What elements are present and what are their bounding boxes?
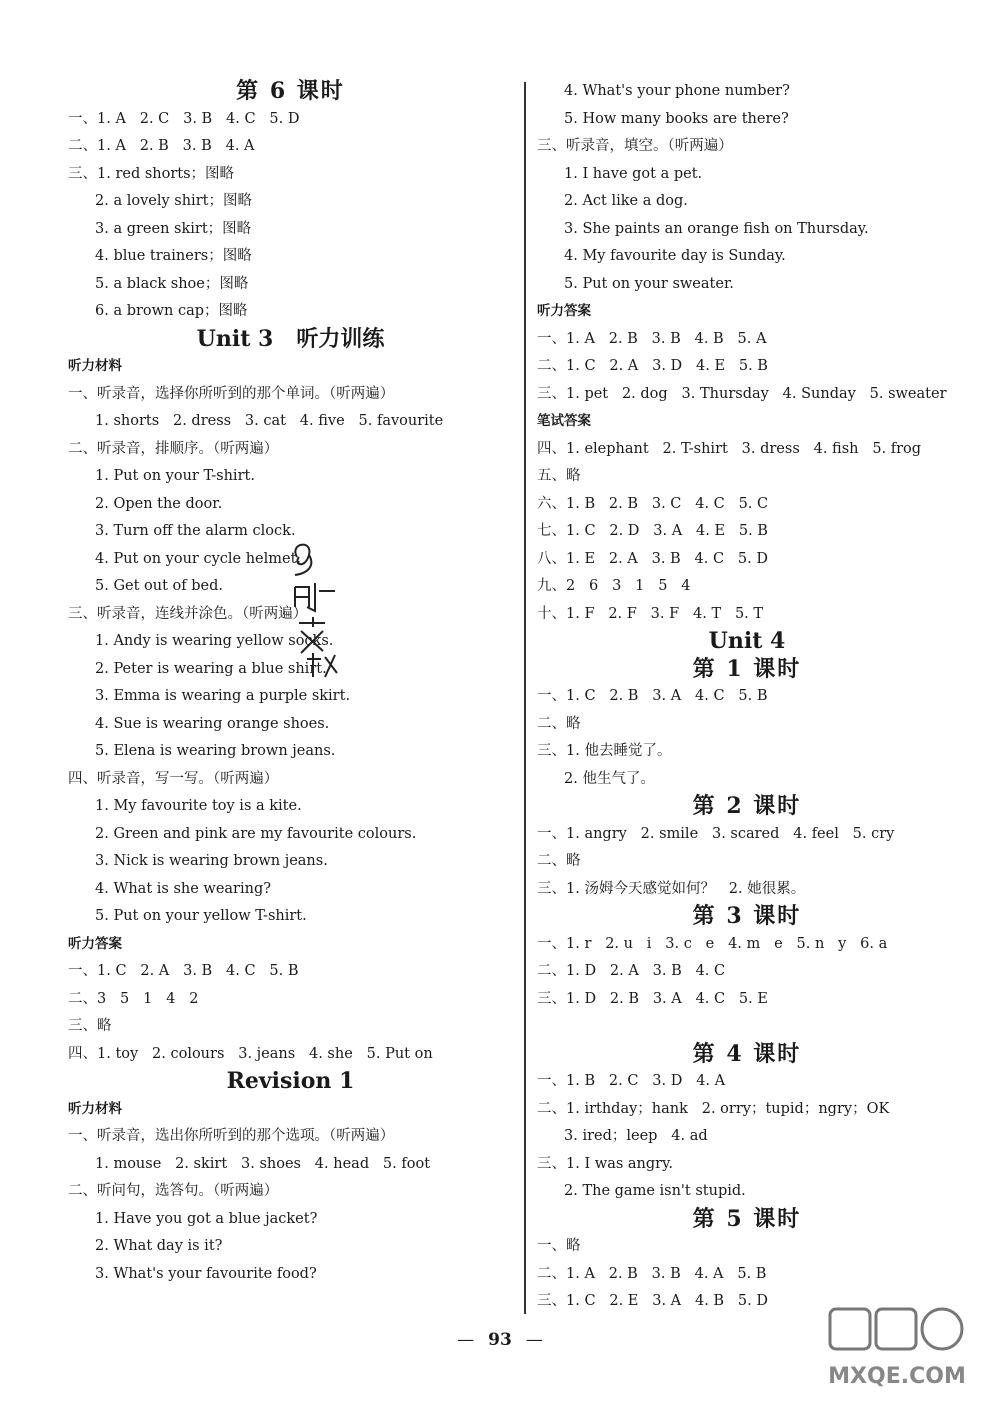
answer-line: 1. Andy is wearing yellow socks. bbox=[95, 633, 334, 649]
answer-line: 5. How many books are there? bbox=[564, 110, 789, 127]
answer-line: 三、1. red shorts；图略 bbox=[68, 165, 235, 182]
right-column bbox=[537, 78, 957, 1316]
section-title: 第 5 课时 bbox=[692, 1205, 802, 1232]
answer-line: 二、1. D 2. A 3. B 4. C bbox=[537, 963, 726, 979]
answer-line: 2. a lovely shirt；图略 bbox=[95, 193, 252, 209]
answer-line: 1. My favourite toy is a kite. bbox=[95, 798, 302, 814]
answer-line: 2. Act like a dog. bbox=[564, 193, 688, 209]
answer-line: 三、听录音，连线并涂色。（听两遍） bbox=[68, 605, 308, 622]
answer-line: 四、1. elephant 2. T-shirt 3. dress 4. fish 5. frog bbox=[537, 440, 922, 457]
answer-line: 二、1. irthday；hank 2. orry；tupid；ngry；OK bbox=[537, 1100, 890, 1117]
answer-line: 三、1. 汤姆今天感觉如何？ 2. 她很累。 bbox=[537, 880, 806, 897]
answer-line: 二、3 5 1 4 2 bbox=[68, 990, 199, 1007]
answer-line: 一、听录音，选择你所听到的那个单词。（听两遍） bbox=[68, 385, 395, 402]
answer-line: 3. Nick is wearing brown jeans. bbox=[95, 853, 328, 869]
answer-line: 5. Put on your sweater. bbox=[564, 275, 734, 292]
answer-line: 一、听录音，选出你所听到的那个选项。（听两遍） bbox=[68, 1128, 395, 1144]
section-title: 第 2 课时 bbox=[692, 793, 802, 819]
handwritten-scribble bbox=[285, 535, 355, 685]
answer-line: 八、1. E 2. A 3. B 4. C 5. D bbox=[537, 550, 768, 567]
answer-line: 4. Sue is wearing orange shoes. bbox=[95, 715, 330, 732]
answer-line: 3. She paints an orange fish on Thursday. bbox=[564, 220, 869, 237]
subsection-label: 听力答案 bbox=[537, 303, 591, 319]
answer-line: 2. Peter is wearing a blue shirt. bbox=[95, 660, 327, 677]
answer-line: 4. What's your phone number? bbox=[564, 83, 790, 99]
subsection-label: 听力答案 bbox=[68, 935, 122, 952]
section-title: Unit 4 bbox=[708, 628, 786, 654]
subsection-label: 听力材料 bbox=[68, 358, 122, 374]
page-dash-left: — bbox=[457, 1330, 475, 1350]
subsection-label: 听力材料 bbox=[68, 1100, 122, 1117]
answer-line: 一、1. angry 2. smile 3. scared 4. feel 5. cry bbox=[537, 825, 895, 842]
answer-line: 4. blue trainers；图略 bbox=[95, 248, 252, 264]
answer-line: 3. Turn off the alarm clock. bbox=[95, 523, 296, 539]
watermark-logo bbox=[808, 1305, 986, 1395]
answer-line: 4. My favourite day is Sunday. bbox=[564, 248, 786, 264]
answer-line: 2. Green and pink are my favourite colours. bbox=[95, 825, 417, 842]
answer-line: 6. a brown cap；图略 bbox=[95, 303, 248, 319]
answer-line: 一、1. C 2. A 3. B 4. C 5. B bbox=[68, 963, 299, 979]
page-number-text: 93 bbox=[488, 1330, 512, 1350]
answer-line: 一、略 bbox=[537, 1238, 581, 1254]
answer-line bbox=[537, 1013, 957, 1041]
answer-line: 2. The game isn't stupid. bbox=[564, 1183, 746, 1199]
answer-line: 1. Have you got a blue jacket? bbox=[95, 1210, 318, 1227]
answer-line: 1. Put on your T-shirt. bbox=[95, 468, 255, 484]
answer-line: 3. a green skirt；图略 bbox=[95, 220, 252, 237]
answer-line: 3. ired；leep 4. ad bbox=[564, 1128, 708, 1144]
answer-line: 2. 他生气了。 bbox=[564, 770, 655, 787]
answer-line: 5. Get out of bed. bbox=[95, 578, 224, 594]
column-divider bbox=[524, 82, 526, 1314]
answer-line: 一、1. A 2. C 3. B 4. C 5. D bbox=[68, 110, 300, 127]
answer-line: 2. What day is it? bbox=[95, 1238, 223, 1254]
section-title: 第 6 课时 bbox=[236, 78, 345, 104]
answer-line: 三、1. I was angry. bbox=[537, 1155, 673, 1172]
answer-line: 二、1. A 2. B 3. B 4. A bbox=[68, 138, 255, 154]
answer-line: 三、1. pet 2. dog 3. Thursday 4. Sunday 5. sweater bbox=[537, 385, 947, 402]
answer-line: 三、1. C 2. E 3. A 4. B 5. D bbox=[537, 1293, 768, 1309]
answer-line: 3. Emma is wearing a purple skirt. bbox=[95, 688, 351, 704]
answer-line: 三、1. D 2. B 3. A 4. C 5. E bbox=[537, 990, 768, 1007]
section-title: Revision 1 bbox=[226, 1068, 355, 1094]
section-title: 第 1 课时 bbox=[692, 655, 802, 682]
answer-line: 5. Elena is wearing brown jeans. bbox=[95, 743, 336, 759]
answer-line: 十、1. F 2. F 3. F 4. T 5. T bbox=[537, 605, 764, 622]
answer-line: 1. mouse 2. skirt 3. shoes 4. head 5. foot bbox=[95, 1155, 431, 1172]
answer-line: 4. Put on your cycle helmet. bbox=[95, 550, 302, 567]
answer-line: 四、听录音，写一写。（听两遍） bbox=[68, 770, 279, 787]
answer-line: 二、1. A 2. B 3. B 4. A 5. B bbox=[537, 1265, 767, 1282]
answer-line: 三、1. 他去睡觉了。 bbox=[537, 743, 672, 759]
answer-line: 5. Put on your yellow T-shirt. bbox=[95, 908, 307, 924]
answer-line: 1. shorts 2. dress 3. cat 4. five 5. favourite bbox=[95, 413, 444, 429]
answer-line: 二、听问句，选答句。（听两遍） bbox=[68, 1183, 279, 1199]
answer-line: 二、1. C 2. A 3. D 4. E 5. B bbox=[537, 358, 768, 374]
answer-line: 三、略 bbox=[68, 1018, 112, 1034]
watermark-text: MXQE.COM bbox=[828, 1364, 966, 1389]
answer-line: 1. I have got a pet. bbox=[564, 165, 703, 182]
answer-line: 四、1. toy 2. colours 3. jeans 4. she 5. Put on bbox=[68, 1045, 433, 1062]
answer-line: 五、略 bbox=[537, 468, 581, 484]
answer-line: 二、略 bbox=[537, 715, 581, 732]
section-title: 第 4 课时 bbox=[692, 1040, 802, 1067]
answer-line: 九、2 6 3 1 5 4 bbox=[537, 578, 691, 594]
answer-line: 一、1. C 2. B 3. A 4. C 5. B bbox=[537, 688, 768, 704]
answer-line: 六、1. B 2. B 3. C 4. C 5. C bbox=[537, 495, 769, 512]
answer-line: 二、听录音，排顺序。（听两遍） bbox=[68, 440, 279, 457]
answer-line: 4. What is she wearing? bbox=[95, 880, 272, 897]
answer-line: 2. Open the door. bbox=[95, 495, 223, 512]
section-title: 第 3 课时 bbox=[692, 903, 802, 929]
answer-line: 3. What's your favourite food? bbox=[95, 1265, 317, 1282]
page-dash-right: — bbox=[525, 1330, 543, 1350]
answer-line: 一、1. B 2. C 3. D 4. A bbox=[537, 1073, 726, 1089]
answer-line: 七、1. C 2. D 3. A 4. E 5. B bbox=[537, 523, 768, 539]
section-title: Unit 3 听力训练 bbox=[196, 325, 385, 352]
answer-line: 5. a black shoe；图略 bbox=[95, 275, 249, 292]
answer-line: 一、1. A 2. B 3. B 4. B 5. A bbox=[537, 330, 767, 347]
answer-line: 三、听录音，填空。（听两遍） bbox=[537, 138, 733, 154]
answer-line: 一、1. r 2. u i 3. c e 4. m e 5. n y 6. a bbox=[537, 935, 888, 952]
subsection-label: 笔试答案 bbox=[537, 413, 591, 429]
answer-line: 二、略 bbox=[537, 853, 581, 869]
